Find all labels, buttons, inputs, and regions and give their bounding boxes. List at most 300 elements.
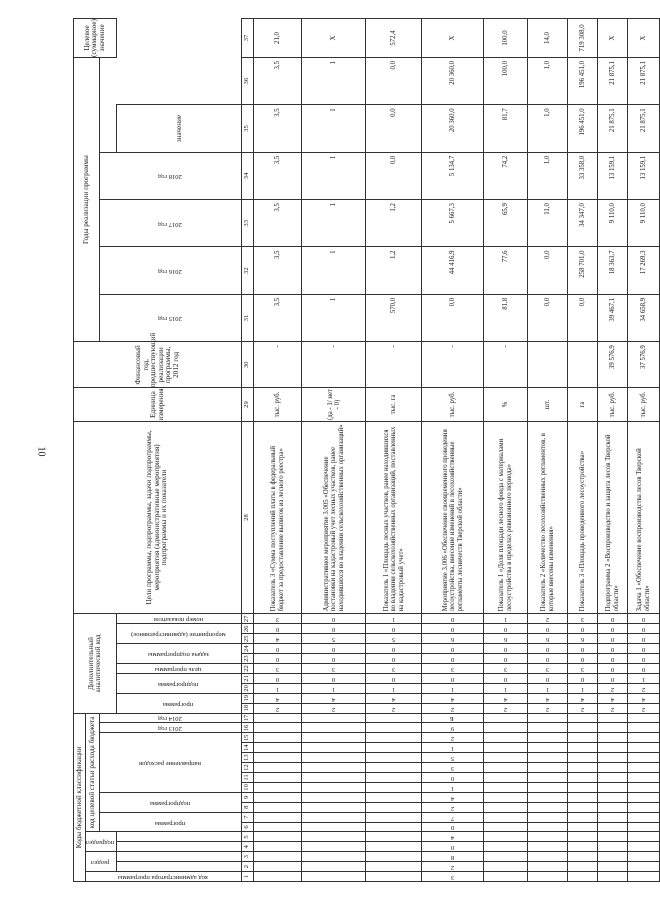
code-cell <box>254 733 302 743</box>
code-cell: 4 <box>422 832 484 842</box>
code-cell: 0 <box>568 624 598 634</box>
row-year-value: 0,0 <box>528 247 568 294</box>
code-cell: 0 <box>422 822 484 832</box>
row-year-value: 74,2 <box>484 152 528 199</box>
code-cell: 4 <box>366 693 422 703</box>
code-cell <box>568 832 598 842</box>
year-2017-header: 2017 год <box>157 220 182 228</box>
code-cell <box>598 822 628 832</box>
d-zadacha-header: задача подпрограммы <box>147 651 209 659</box>
row-fact-2012: - <box>484 342 528 388</box>
code-cell: 0 <box>628 664 660 674</box>
row-year-value: 1 <box>302 247 366 294</box>
code-cell <box>568 763 598 773</box>
code-cell <box>484 842 528 852</box>
code-cell: 0 <box>568 654 598 664</box>
column-index-cell: 15 <box>242 733 254 743</box>
target-value-header: значение <box>117 105 242 152</box>
code-cell <box>254 763 302 773</box>
table-row <box>568 19 598 882</box>
code-cell <box>568 792 598 802</box>
code-cell <box>484 713 528 723</box>
code-cell <box>302 753 366 763</box>
code-cell <box>302 763 366 773</box>
code-cell <box>628 862 660 872</box>
code-cell <box>254 862 302 872</box>
code-cell: 0 <box>484 673 528 683</box>
code-cell: 3 <box>422 664 484 674</box>
column-index-cell: 35 <box>242 105 254 152</box>
row-year-value: 0,0 <box>366 152 422 199</box>
row-fact-2012: - <box>254 342 302 388</box>
row-year-value: 3,5 <box>254 247 302 294</box>
code-cell: 5 <box>422 753 484 763</box>
row-description: Показатель 1 «Доля площади лесного фонда с материалами лесоустройства в пределах ревизионного периода» <box>484 421 528 614</box>
column-index-cell: 31 <box>242 294 254 341</box>
column-index-cell: 3 <box>242 852 254 862</box>
code-cell <box>528 802 568 812</box>
code-cell: 4 <box>254 634 302 644</box>
column-index-cell: 37 <box>242 19 254 58</box>
row-year-value: 0,0 <box>528 294 568 341</box>
code-cell: 0 <box>628 644 660 654</box>
code-cell <box>302 713 366 723</box>
code-cell <box>484 862 528 872</box>
row-year-value: 21 875,1 <box>598 105 628 152</box>
code-cell: 0 <box>628 654 660 664</box>
code-cell: 2 <box>366 703 422 713</box>
row-fact-2012 <box>528 342 568 388</box>
row-target: 21,0 <box>254 19 302 58</box>
code-cell <box>254 822 302 832</box>
year-2013-header: 2013 год <box>157 725 182 733</box>
code-cell <box>302 872 366 882</box>
row-year-value: 18 363,7 <box>598 247 628 294</box>
row-target: X <box>628 19 660 58</box>
row-year-value: 0,0 <box>366 105 422 152</box>
row-year-value: 1 <box>302 294 366 341</box>
row-year-value: 0,0 <box>366 57 422 104</box>
page-number: 10 <box>35 446 47 457</box>
code-cell <box>568 842 598 852</box>
row-year-value: 21 875,1 <box>628 57 660 104</box>
row-target: 719 308,0 <box>568 19 598 58</box>
code-cell: 3 <box>528 664 568 674</box>
code-cell <box>484 733 528 743</box>
column-index-cell: 34 <box>242 152 254 199</box>
row-target: X <box>598 19 628 58</box>
code-cell <box>302 733 366 743</box>
code-cell <box>598 743 628 753</box>
podprogramma-header: подпрограмма <box>149 799 190 807</box>
code-cell <box>568 872 598 882</box>
code-cell <box>484 812 528 822</box>
code-cell: 0 <box>422 673 484 683</box>
code-cell <box>302 773 366 783</box>
code-cell <box>628 773 660 783</box>
code-cell <box>484 802 528 812</box>
row-description: Показатель 1 «Площадь лесных участков, ранее находившихся во владении сельскохозяйственных организаций, поставленных на кадастровый учет» <box>366 421 422 614</box>
d-podprogramma-header: подпрограмма <box>158 680 199 688</box>
code-cell: 2 <box>528 614 568 624</box>
rotated-table-container <box>73 18 651 882</box>
code-cell: 6 <box>568 634 598 644</box>
code-cell <box>366 832 422 842</box>
code-cell <box>568 852 598 862</box>
column-index-cell: 25 <box>242 634 254 644</box>
row-year-value: 3,5 <box>254 294 302 341</box>
code-cell <box>628 713 660 723</box>
row-unit: га <box>568 388 598 421</box>
code-cell <box>628 872 660 882</box>
code-cell <box>366 872 422 882</box>
d-programma-header: программа <box>163 700 194 708</box>
column-index-cell: 18 <box>242 703 254 713</box>
code-cell: 4 <box>302 693 366 703</box>
column-index-cell: 22 <box>242 664 254 674</box>
code-cell: 4 <box>528 693 568 703</box>
code-cell <box>254 743 302 753</box>
code-cell <box>484 743 528 753</box>
code-cell: 3 <box>366 664 422 674</box>
code-cell: 8 <box>422 852 484 862</box>
code-cell: 0 <box>422 654 484 664</box>
column-index-cell: 24 <box>242 644 254 654</box>
row-unit: % <box>484 388 528 421</box>
code-cell <box>598 812 628 822</box>
row-target: 100,0 <box>484 19 528 58</box>
row-description: Мероприятие 3.006 «Обеспечение своевременного проведения лесоустройства, внесение изменений в лесохозяйственные регламенты лесничеств Тверской области» <box>422 421 484 614</box>
code-cell: 0 <box>598 644 628 654</box>
code-cell <box>528 782 568 792</box>
row-year-value: 34 347,0 <box>568 200 598 247</box>
code-cell <box>302 792 366 802</box>
code-cell: 0 <box>302 624 366 634</box>
code-cell: 2 <box>422 733 484 743</box>
code-cell <box>598 782 628 792</box>
row-unit: (да - 1/ нет - 0) <box>302 388 366 421</box>
row-year-value: 0,0 <box>422 294 484 341</box>
code-cell <box>528 792 568 802</box>
code-cell <box>598 763 628 773</box>
code-cell: 2 <box>422 862 484 872</box>
code-cell: 0 <box>598 673 628 683</box>
code-cell: 6 <box>528 634 568 644</box>
code-cell: 0 <box>254 673 302 683</box>
code-cell <box>598 773 628 783</box>
row-year-value: 3,5 <box>254 200 302 247</box>
code-cell <box>254 852 302 862</box>
code-cell <box>598 832 628 842</box>
code-cell <box>598 723 628 733</box>
code-cell: 0 <box>568 673 598 683</box>
row-year-value: 5 667,3 <box>422 200 484 247</box>
code-cell <box>628 852 660 862</box>
code-cell: 3 <box>568 614 598 624</box>
code-cell <box>628 822 660 832</box>
column-index-cell: 23 <box>242 654 254 664</box>
row-year-value: 9 110,0 <box>598 200 628 247</box>
fact-year-header: Финансовый год, предшествующий реализации программы, 2012 год <box>74 342 242 388</box>
target-header: Целевое (суммарное) значение <box>74 19 117 58</box>
napravlenie-header: направление расходов <box>138 760 201 768</box>
row-fact-2012: 39 576,9 <box>598 342 628 388</box>
code-cell <box>528 753 568 763</box>
code-cell: 0 <box>422 773 484 783</box>
code-cell: 3 <box>254 614 302 624</box>
code-cell <box>628 832 660 842</box>
column-index-cell: 26 <box>242 624 254 634</box>
row-year-value: 1,2 <box>366 200 422 247</box>
code-cell <box>598 792 628 802</box>
code-cell: Б <box>422 713 484 723</box>
column-index-cell: 6 <box>242 822 254 832</box>
row-year-value: 3,5 <box>254 152 302 199</box>
code-cell <box>598 852 628 862</box>
code-cell: 0 <box>254 644 302 654</box>
row-target: 14,0 <box>528 19 568 58</box>
code-cell: 0 <box>484 644 528 654</box>
year-2016-header: 2016 год <box>157 268 182 276</box>
code-cell <box>528 773 568 783</box>
column-index-cell: 2 <box>242 862 254 872</box>
column-index-cell: 7 <box>242 812 254 822</box>
code-cell: 2 <box>484 703 528 713</box>
code-cell <box>254 713 302 723</box>
code-cell: 1 <box>568 683 598 693</box>
code-cell: 7 <box>422 812 484 822</box>
code-cell <box>366 713 422 723</box>
code-cell <box>528 743 568 753</box>
code-cell: 4 <box>422 693 484 703</box>
code-cell <box>254 872 302 882</box>
code-cell <box>528 733 568 743</box>
code-cell: 0 <box>598 654 628 664</box>
code-cell <box>528 713 568 723</box>
row-year-value: 3,5 <box>254 57 302 104</box>
column-index-cell: 14 <box>242 743 254 753</box>
code-cell <box>628 723 660 733</box>
code-cell <box>568 733 598 743</box>
programma-header: программа <box>154 819 185 827</box>
table-row <box>422 19 484 882</box>
code-cell <box>254 773 302 783</box>
code-cell <box>484 792 528 802</box>
row-year-value: 3,5 <box>254 105 302 152</box>
code-cell: 0 <box>484 654 528 664</box>
code-cell <box>302 743 366 753</box>
code-cell: 2 <box>422 802 484 812</box>
year-2018-header: 2018 год <box>157 173 182 181</box>
code-cell: 4 <box>422 792 484 802</box>
code-cell <box>484 723 528 733</box>
row-year-value: 258 701,0 <box>568 247 598 294</box>
code-cell: 1 <box>254 683 302 693</box>
code-cell <box>302 842 366 852</box>
row-unit: тыс. руб. <box>254 388 302 421</box>
code-cell <box>484 822 528 832</box>
code-cell <box>366 773 422 783</box>
column-index-cell: 36 <box>242 57 254 104</box>
code-cell: 0 <box>422 624 484 634</box>
code-cell <box>302 832 366 842</box>
code-cell <box>628 782 660 792</box>
code-cell: 0 <box>366 624 422 634</box>
row-year-value: 9 110,0 <box>628 200 660 247</box>
code-cell: 0 <box>366 654 422 664</box>
row-unit: тыс. руб. <box>628 388 660 421</box>
column-index-cell: 8 <box>242 802 254 812</box>
table-row <box>528 19 568 882</box>
row-year-value: 1 <box>302 105 366 152</box>
table-row <box>628 19 660 882</box>
code-cell: 0 <box>302 614 366 624</box>
row-fact-2012: - <box>302 342 366 388</box>
row-year-value: 44 416,9 <box>422 247 484 294</box>
column-index-cell: 29 <box>242 388 254 421</box>
row-fact-2012: - <box>422 342 484 388</box>
code-cell: 0 <box>568 644 598 654</box>
row-description: Показатель 3 «Площадь проведенного лесоустройства» <box>568 421 598 614</box>
code-cell <box>254 802 302 812</box>
years-group-header: Годы реализации программы <box>74 57 100 341</box>
code-cell: 0 <box>302 644 366 654</box>
code-cell: 0 <box>422 842 484 852</box>
column-index-cell: 13 <box>242 753 254 763</box>
program-indicators-table <box>73 18 660 882</box>
code-cell: 1 <box>484 683 528 693</box>
code-cell <box>302 852 366 862</box>
code-cell: 1 <box>366 683 422 693</box>
row-unit: тыс. руб. <box>422 388 484 421</box>
column-index-cell: 20 <box>242 683 254 693</box>
row-year-value: 1,0 <box>528 57 568 104</box>
column-index-cell: 30 <box>242 342 254 388</box>
code-cell <box>628 763 660 773</box>
admin-code-header: код администратора программы <box>117 874 208 882</box>
column-index-cell: 28 <box>242 421 254 614</box>
unit-header: Единица измерения <box>74 388 242 421</box>
column-index-cell: 33 <box>242 200 254 247</box>
code-cell <box>366 763 422 773</box>
row-fact-2012 <box>568 342 598 388</box>
code-cell <box>366 822 422 832</box>
row-year-value: 196 451,0 <box>568 57 598 104</box>
code-cell <box>484 852 528 862</box>
code-cell <box>254 782 302 792</box>
code-cell: 0 <box>628 614 660 624</box>
code-cell <box>302 822 366 832</box>
column-index-cell: 1 <box>242 872 254 882</box>
column-index-cell: 12 <box>242 763 254 773</box>
code-cell <box>528 812 568 822</box>
code-cell <box>484 782 528 792</box>
code-cell <box>598 733 628 743</box>
code-cell: 4 <box>254 693 302 703</box>
code-cell: 1 <box>366 614 422 624</box>
row-target: X <box>422 19 484 58</box>
row-unit: тыс. га <box>366 388 422 421</box>
code-cell: 0 <box>598 634 628 644</box>
code-cell <box>628 812 660 822</box>
code-cell: 0 <box>302 654 366 664</box>
code-cell <box>598 872 628 882</box>
code-cell: 0 <box>598 614 628 624</box>
column-index-cell: 9 <box>242 792 254 802</box>
column-index-cell: 21 <box>242 673 254 683</box>
code-cell <box>628 733 660 743</box>
code-cell <box>254 792 302 802</box>
code-cell: 2 <box>302 703 366 713</box>
column-index-cell: 4 <box>242 842 254 852</box>
table-row <box>302 19 366 882</box>
code-cell <box>528 763 568 773</box>
dop-code-group-header: Дополнительный аналитический код <box>74 614 117 713</box>
code-cell <box>254 812 302 822</box>
code-cell <box>366 862 422 872</box>
code-cell: 3 <box>254 664 302 674</box>
code-cell <box>568 753 598 763</box>
code-cell: 1 <box>484 614 528 624</box>
code-cell <box>628 753 660 763</box>
code-cell <box>484 763 528 773</box>
code-cell: 0 <box>254 654 302 664</box>
column-index-cell: 5 <box>242 832 254 842</box>
code-cell <box>302 782 366 792</box>
code-cell <box>528 822 568 832</box>
code-cell: 2 <box>598 703 628 713</box>
code-cell <box>628 802 660 812</box>
column-index-cell: 11 <box>242 773 254 783</box>
row-year-value: 1,2 <box>366 247 422 294</box>
row-year-value: 11,0 <box>528 200 568 247</box>
code-cell <box>628 792 660 802</box>
d-cel-header: цель программы <box>155 665 202 673</box>
code-cell: 0 <box>422 614 484 624</box>
code-cell: 5 <box>366 634 422 644</box>
code-cell: 2 <box>422 703 484 713</box>
code-cell: 3 <box>484 664 528 674</box>
d-pokaz-header: номер показателя <box>153 616 203 624</box>
d-meropriyatie-header: мероприятие (административное) <box>130 631 226 639</box>
code-cell: 2 <box>628 703 660 713</box>
code-cell <box>366 733 422 743</box>
row-year-value: 20 360,0 <box>422 105 484 152</box>
code-cell <box>568 723 598 733</box>
column-index-cell: 27 <box>242 614 254 624</box>
code-cell <box>568 713 598 723</box>
code-cell: 2 <box>568 703 598 713</box>
row-year-value: 65,9 <box>484 200 528 247</box>
code-cell <box>302 802 366 812</box>
code-cell: 0 <box>598 664 628 674</box>
code-cell <box>528 852 568 862</box>
table-row <box>366 19 422 882</box>
razdel-header: раздел <box>91 859 110 867</box>
code-cell: 0 <box>528 654 568 664</box>
code-cell <box>598 862 628 872</box>
row-year-value: 0,0 <box>568 294 598 341</box>
row-year-value: 5 134,7 <box>422 152 484 199</box>
table-row <box>598 19 628 882</box>
row-year-value: 20 360,0 <box>422 57 484 104</box>
column-index-cell: 16 <box>242 723 254 733</box>
code-cell <box>568 782 598 792</box>
code-cell <box>254 842 302 852</box>
row-year-value: 1,0 <box>528 152 568 199</box>
code-cell <box>302 723 366 733</box>
code-cell <box>628 842 660 852</box>
